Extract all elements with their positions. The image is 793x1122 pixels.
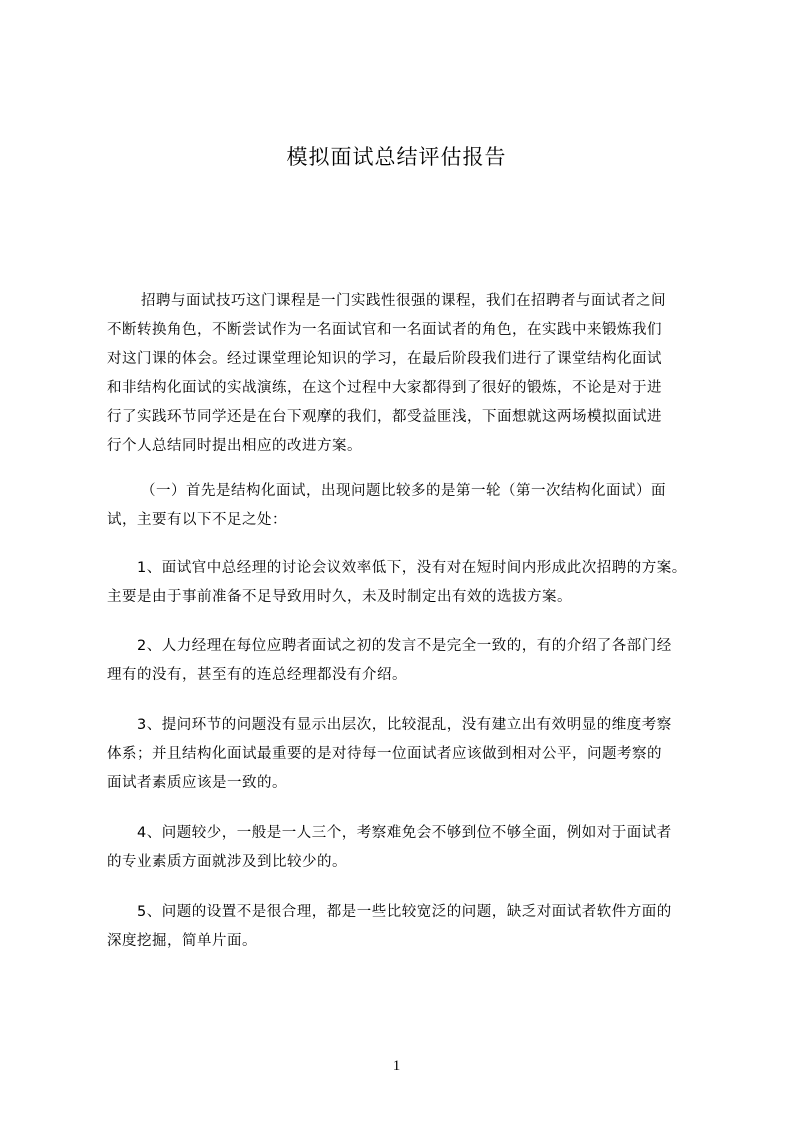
text-line: 2、人力经理在每位应聘者面试之初的发言不是完全一致的，有的介绍了各部门经 [137,638,672,654]
paragraph-structured-interview [107,477,666,535]
paragraph-intro [107,287,666,461]
text-line: （一）首先是结构化面试，出现问题比较多的是第一轮（第一次结构化面试）面 [141,483,666,499]
paragraph-point-3 [107,711,672,798]
text-line: 不断转换角色，不断尝试作为一名面试官和一名面试者的角色，在实践中来锻炼我们 [107,322,662,338]
text-line: 的专业素质方面就涉及到比较少的。 [107,854,347,870]
page-title: 模拟面试总结评估报告 [286,145,507,169]
text-line: 和非结构化面试的实战演练，在这个过程中大家都得到了很好的锻炼，不论是对于进 [107,380,662,396]
text-line: 4、问题较少，一般是一人三个，考察难免会不够到位不够全面，例如对于面试者 [137,825,672,841]
text-line: 对这门课的体会。经过课堂理论知识的学习，在最后阶段我们进行了课堂结构化面试 [107,351,662,367]
text-line: 体系；并且结构化面试最重要的是对待每一位面试者应该做到相对公平，问题考察的 [107,746,662,762]
text-line: 面试者素质应该是一致的。 [107,775,287,791]
text-line: 理有的没有，甚至有的连总经理都没有介绍。 [107,667,407,683]
paragraph-point-4 [107,819,672,877]
text-line: 试，主要有以下不足之处： [107,512,287,528]
text-line: 招聘与面试技巧这门课程是一门实践性很强的课程，我们在招聘者与面试者之间 [141,293,666,309]
paragraph-point-5 [107,898,672,956]
text-line: 深度挖掘，简单片面。 [107,933,257,949]
text-line: 行个人总结同时提出相应的改进方案。 [107,438,362,454]
text-line: 主要是由于事前准备不足导致用时久，未及时制定出有效的选拔方案。 [107,589,572,605]
paragraph-point-2 [107,632,672,690]
text-line: 行了实践环节同学还是在台下观摩的我们，都受益匪浅，下面想就这两场模拟面试进 [107,409,662,425]
text-line: 5、问题的设置不是很合理，都是一些比较宽泛的问题，缺乏对面试者软件方面的 [137,904,672,920]
page-number: 1 [392,1058,401,1074]
text-line: 3、提问环节的问题没有显示出层次，比较混乱，没有建立出有效明显的维度考察 [137,717,672,733]
text-line: 1、面试官中总经理的讨论会议效率低下，没有对在短时间内形成此次招聘的方案。 [137,560,687,576]
paragraph-point-1 [107,554,687,612]
